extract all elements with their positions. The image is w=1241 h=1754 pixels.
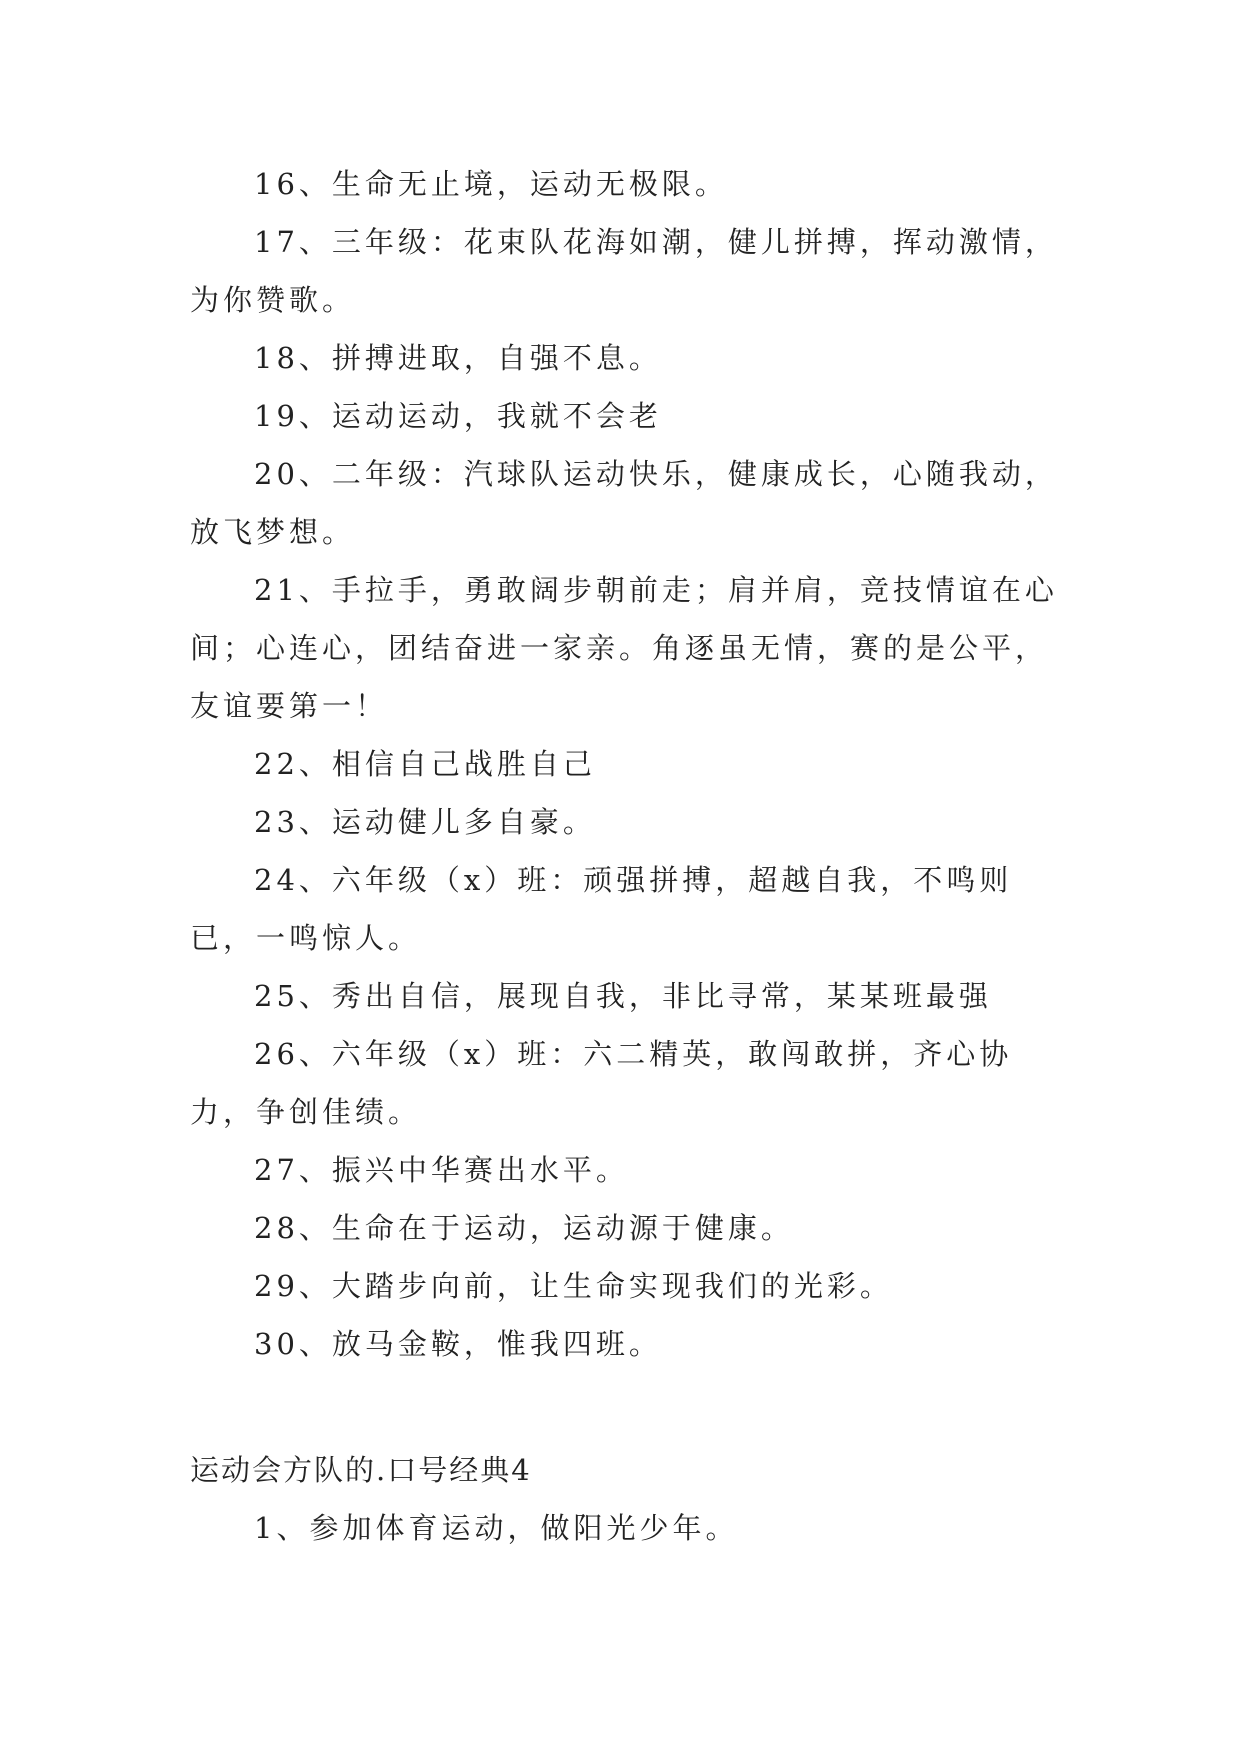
slogan-item-1: 1、参加体育运动，做阳光少年。	[254, 1511, 739, 1545]
document-body	[190, 155, 1070, 1557]
slogan-item-26: 26、六年级（x）班：六二精英，敢闯敢拼，齐心协力，争创佳绩。	[190, 1037, 1013, 1129]
slogan-item-29: 29、大踏步向前，让生命实现我们的光彩。	[254, 1269, 893, 1303]
slogan-item-20: 20、二年级：汽球队运动快乐，健康成长，心随我动，放飞梦想。	[190, 457, 1058, 549]
slogan-item-19: 19、运动运动，我就不会老	[254, 399, 662, 433]
slogan-item-17: 17、三年级：花束队花海如潮，健儿拼搏，挥动激情，为你赞歌。	[190, 225, 1058, 317]
slogan-item-27: 27、振兴中华赛出水平。	[254, 1153, 629, 1187]
section-title: 运动会方队的.口号经典4	[190, 1453, 532, 1487]
slogan-item-22: 22、相信自己战胜自己	[254, 747, 596, 781]
slogan-item-23: 23、运动健儿多自豪。	[254, 805, 596, 839]
slogan-item-28: 28、生命在于运动，运动源于健康。	[254, 1211, 794, 1245]
slogan-item-21: 21、手拉手，勇敢阔步朝前走；肩并肩，竞技情谊在心间；心连心，团结奋进一家亲。角逐虽无情，赛的是公平，友谊要第一！	[190, 573, 1058, 723]
slogan-item-30: 30、放马金鞍，惟我四班。	[254, 1327, 662, 1361]
section-gap	[190, 1373, 1070, 1441]
slogan-item-25: 25、秀出自信，展现自我，非比寻常，某某班最强	[254, 979, 992, 1013]
slogan-item-16: 16、生命无止境，运动无极限。	[254, 167, 728, 201]
slogan-item-18: 18、拼搏进取，自强不息。	[254, 341, 662, 375]
slogan-item-24: 24、六年级（x）班：顽强拼搏，超越自我，不鸣则已，一鸣惊人。	[190, 863, 1013, 955]
